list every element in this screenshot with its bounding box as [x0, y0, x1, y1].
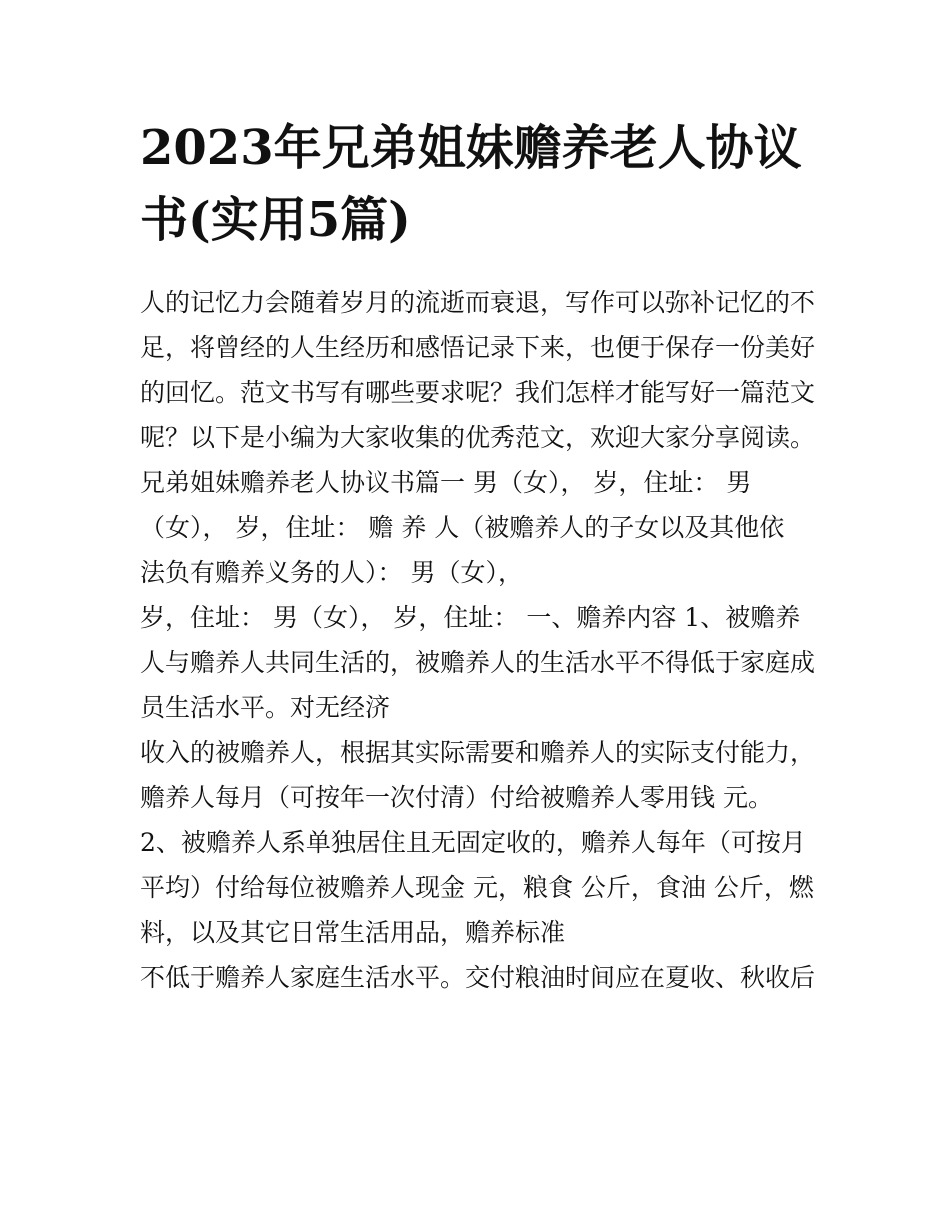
- body-line: （女）， 岁，住址： 赡 养 人（被赡养人的子女以及其他依: [140, 513, 785, 542]
- body-line: 人与赡养人共同生活的，被赡养人的生活水平不得低于家庭成: [140, 648, 816, 677]
- body-line: 岁，住址： 男（女）， 岁，住址： 一、赡养内容 1、被赡养: [140, 603, 801, 632]
- body-line: 不低于赡养人家庭生活水平。交付粮油时间应在夏收、秋收后: [140, 963, 816, 992]
- document-title: [140, 112, 820, 256]
- body-line: 法负有赡养义务的人）： 男（女），: [140, 558, 523, 587]
- body-line: 呢？以下是小编为大家收集的优秀范文，欢迎大家分享阅读。: [140, 423, 816, 452]
- title-line-1: 2023年兄弟姐妹赡养老人协议: [140, 120, 802, 176]
- body-line: 的回忆。范文书写有哪些要求呢？我们怎样才能写好一篇范文: [140, 378, 816, 407]
- body-line: 赡养人每月（可按年一次付清）付给被赡养人零用钱 元。: [140, 783, 773, 812]
- body-line: 2、被赡养人系单独居住且无固定收的，赡养人每年（可按月: [140, 828, 806, 857]
- body-line: 平均）付给每位被赡养人现金 元，粮食 公斤，食油 公斤，燃: [140, 873, 814, 902]
- body-line: 员生活水平。对无经济: [140, 693, 391, 722]
- body-line: 收入的被赡养人，根据其实际需要和赡养人的实际支付能力，: [140, 738, 816, 767]
- body-line: 足，将曾经的人生经历和感悟记录下来，也便于保存一份美好: [140, 333, 816, 362]
- body-line: 人的记忆力会随着岁月的流逝而衰退，写作可以弥补记忆的不: [140, 288, 816, 317]
- body-line: 兄弟姐妹赡养老人协议书篇一 男（女）， 岁，住址： 男: [140, 468, 752, 497]
- body-line: 料，以及其它日常生活用品，赡养标准: [140, 918, 566, 947]
- title-line-2: 书(实用5篇): [140, 192, 411, 248]
- document-body: [140, 280, 820, 1000]
